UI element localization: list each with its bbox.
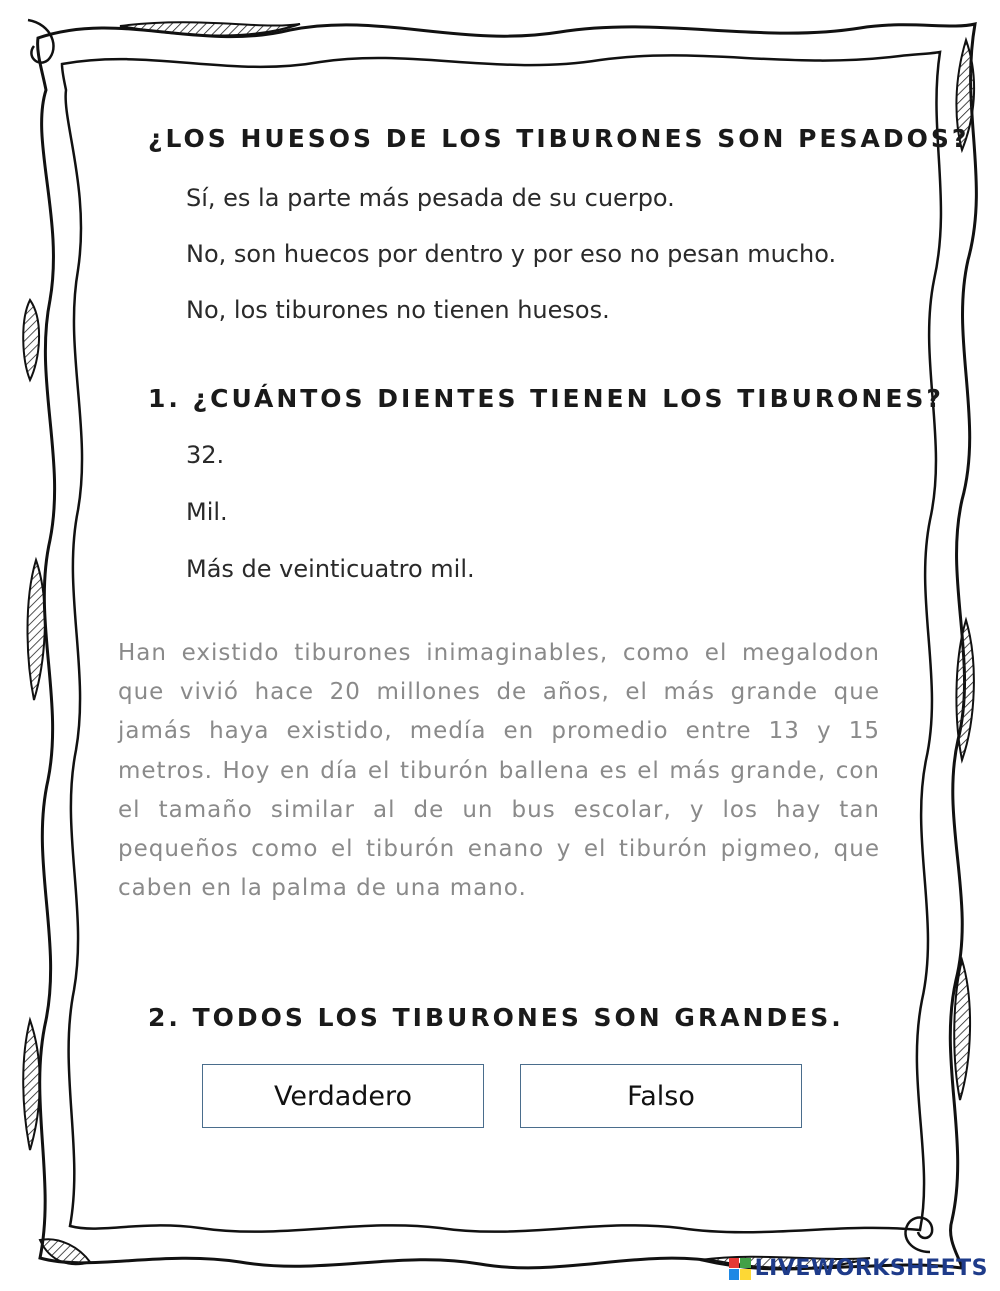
liveworksheets-brand xyxy=(729,1256,988,1281)
reading-passage: Han existido tiburones inimaginables, como el megalodon que vivió hace 20 millones de años, el más grande que jamás haya existido, medía en promedio entre 13 y 15 metros. Hoy en día el tiburón ballena es el más grande, con el tamaño similar al de un bus escolar, y los hay tan pequeños como el tiburón enano y el tiburón pigmeo, que caben en la palma de una mano. xyxy=(118,640,880,902)
false-button[interactable]: Falso xyxy=(520,1064,802,1128)
option-teeth-thousand[interactable]: Mil. xyxy=(186,498,228,526)
logo-cell xyxy=(740,1269,751,1280)
option-teeth-32[interactable]: 32. xyxy=(186,441,225,469)
logo-cell xyxy=(740,1258,751,1269)
option-bones-heaviest[interactable]: Sí, es la parte más pesada de su cuerpo. xyxy=(186,184,675,212)
logo-cell xyxy=(729,1258,740,1269)
question-title-teeth: 1. ¿CUÁNTOS DIENTES TIENEN LOS TIBURONES? xyxy=(148,384,944,413)
question-title-size: 2. TODOS LOS TIBURONES SON GRANDES. xyxy=(148,1003,844,1032)
liveworksheets-wordmark: LIVEWORKSHEETS xyxy=(754,1256,988,1281)
option-teeth-24000[interactable]: Más de veinticuatro mil. xyxy=(186,555,475,583)
logo-cell xyxy=(729,1269,740,1280)
option-bones-hollow[interactable]: No, son huecos por dentro y por eso no pesan mucho. xyxy=(186,240,837,268)
question-title-bones: ¿LOS HUESOS DE LOS TIBURONES SON PESADOS? xyxy=(148,124,970,153)
option-bones-none[interactable]: No, los tiburones no tienen huesos. xyxy=(186,296,610,324)
true-button[interactable]: Verdadero xyxy=(202,1064,484,1128)
liveworksheets-logo-icon xyxy=(729,1258,751,1280)
